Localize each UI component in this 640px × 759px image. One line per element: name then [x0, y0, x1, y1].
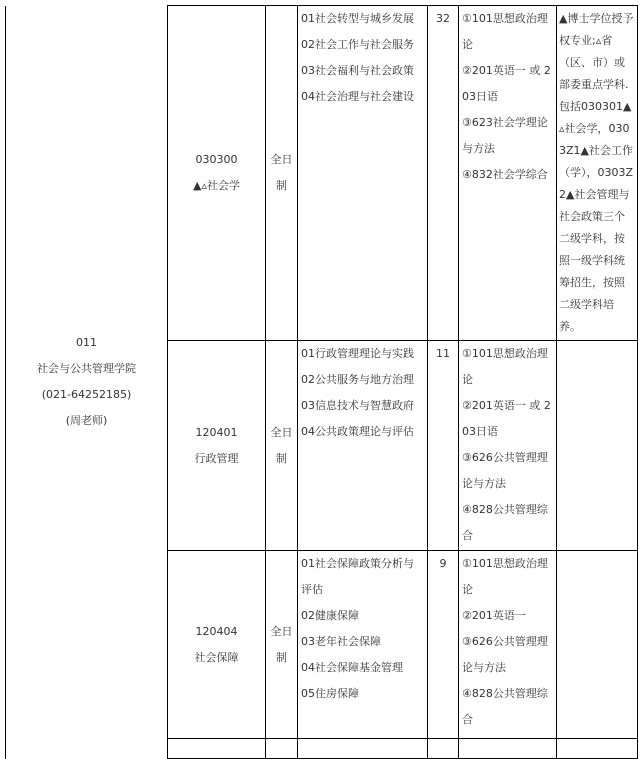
direction: 02社会工作与社会服务 — [301, 38, 414, 51]
notes: ▲博士学位授予权专业;▵省（区、市）或部委重点学科. 包括030301▲▵社会学，0303Z1▲社会工作（学），0303Z2▲社会管理与社会政策三个二级学科，按照一级学科统筹招生，按照二级学科培养。 — [557, 6, 638, 341]
exams-cell — [459, 551, 557, 739]
admissions-table — [5, 5, 638, 759]
department-name: 社会与公共管理学院 — [37, 362, 136, 375]
exams-cell — [459, 341, 557, 551]
direction: 03信息技术与智慧政府 — [301, 399, 414, 412]
direction: 03社会福利与社会政策 — [301, 64, 414, 77]
quota: 32 — [428, 6, 459, 341]
direction: 02健康保障 — [301, 609, 359, 622]
direction: 05住房保障 — [301, 687, 359, 700]
department-phone: (021-64252185) — [41, 388, 132, 401]
major-cell — [168, 6, 266, 341]
exam: ③626公共管理理论与方法 — [462, 635, 548, 674]
notes — [557, 341, 638, 551]
direction: 01社会保障政策分析与评估 — [301, 557, 414, 596]
department-cell — [6, 6, 168, 759]
directions-cell — [298, 341, 428, 551]
exam: ③626公共管理理论与方法 — [462, 451, 548, 490]
exam: ④828公共管理综合 — [462, 503, 548, 542]
direction: 01行政管理理论与实践 — [301, 347, 414, 360]
exam: ①101思想政治理论 — [462, 12, 548, 51]
major-cell — [168, 341, 266, 551]
direction: 01社会转型与城乡发展 — [301, 12, 414, 25]
quota: 11 — [428, 341, 459, 551]
exam: ①101思想政治理论 — [462, 557, 548, 596]
study-mode: 全日制 — [266, 551, 298, 739]
table-row — [6, 6, 638, 341]
department-code: 011 — [76, 336, 97, 349]
major-name: 社会保障 — [194, 650, 239, 664]
direction: 04社会保障基金管理 — [301, 661, 403, 674]
quota: 9 — [428, 551, 459, 739]
major-code: 120401 — [195, 425, 238, 439]
exam: ①101思想政治理论 — [462, 347, 548, 386]
exam: ③623社会学理论与方法 — [462, 116, 548, 155]
exams-cell — [459, 6, 557, 341]
directions-cell — [298, 551, 428, 739]
study-mode: 全日制 — [266, 341, 298, 551]
major-cell — [168, 551, 266, 739]
study-mode: 全日制 — [266, 6, 298, 341]
major-code: 030300 — [195, 153, 238, 166]
direction: 04社会治理与社会建设 — [301, 90, 414, 103]
exam: ④828公共管理综合 — [462, 687, 548, 726]
major-code: 120404 — [195, 624, 238, 638]
direction: 02公共服务与地方治理 — [301, 373, 414, 386]
direction: 04公共政策理论与评估 — [301, 425, 414, 438]
department-contact: (周老师) — [65, 414, 108, 427]
major-name: ▲▵社会学 — [193, 179, 240, 192]
exam: ②201英语一 或 203日语 — [462, 399, 551, 438]
direction: 03老年社会保障 — [301, 635, 381, 648]
major-name: 行政管理 — [194, 451, 239, 465]
exam: ④832社会学综合 — [462, 168, 548, 181]
exam: ②201英语一 或 203日语 — [462, 64, 551, 103]
directions-cell — [298, 6, 428, 341]
notes — [557, 551, 638, 739]
exam: ②201英语一 — [462, 609, 526, 622]
